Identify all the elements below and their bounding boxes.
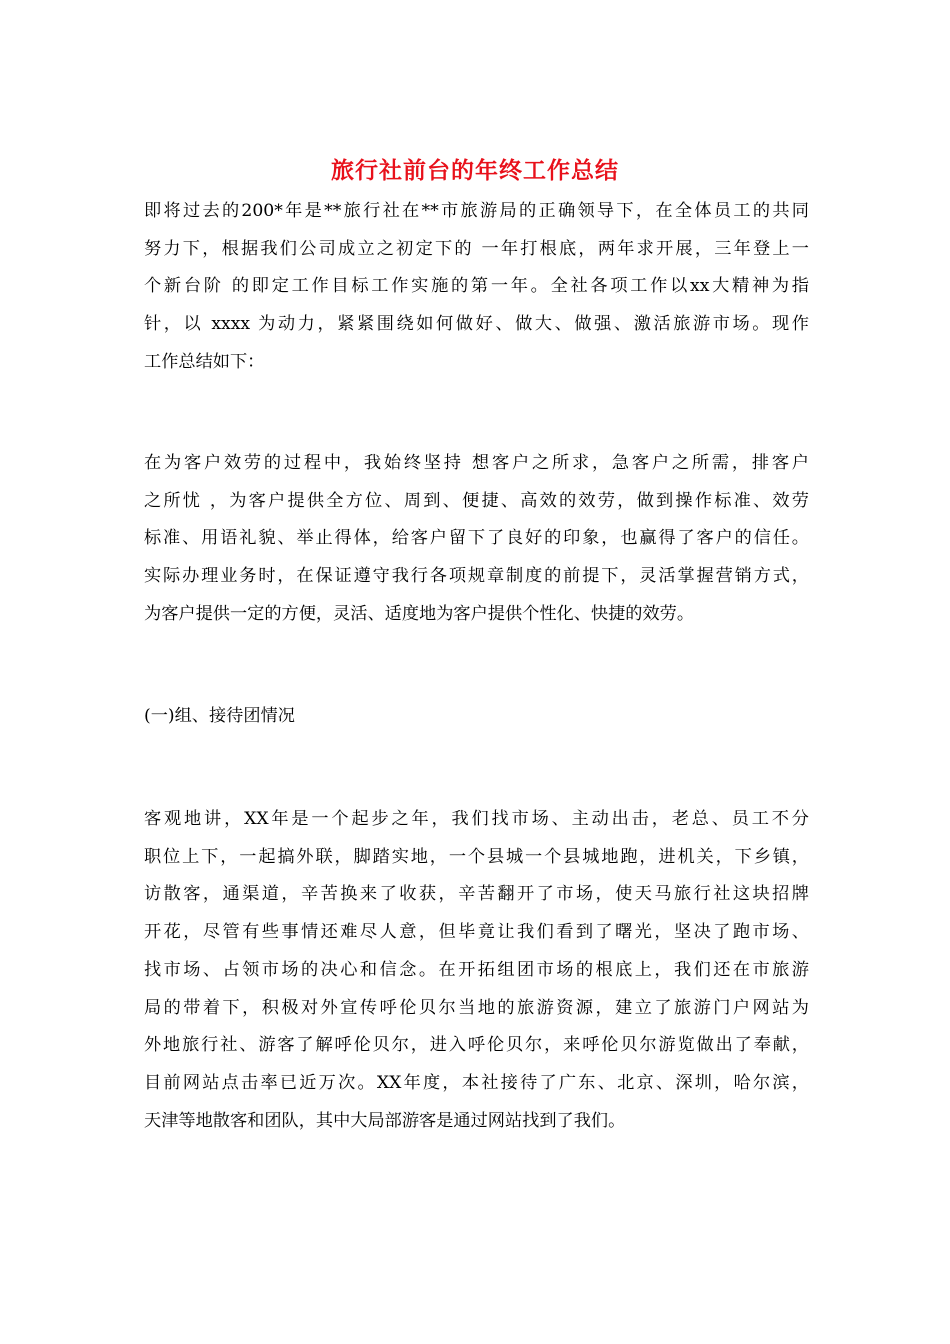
paragraph-service [144,445,809,634]
paragraph-line: 个新台阶 的即定工作目标工作实施的第一年。全社各项工作以xx大精神为指 [144,276,809,297]
paragraph-tour-groups [144,801,809,1140]
paragraph-line: 开花，尽管有些事情还难尽人意，但毕竟让我们看到了曙光，坚决了跑市场、 [144,922,809,943]
section-heading [144,698,809,736]
section-heading-text: (一)组、接待团情况 [144,706,295,726]
paragraph-line: 工作总结如下： [144,351,265,372]
document-title: 旅行社前台的年终工作总结 [331,157,619,184]
paragraph-line: 天津等地散客和团队，其中大局部游客是通过网站找到了我们。 [144,1110,626,1131]
paragraph-line: 找市场、占领市场的决心和信念。在开拓组团市场的根底上，我们还在市旅游 [144,959,809,980]
paragraph-line: 在为客户效劳的过程中，我始终坚持 想客户之所求，急客户之所需，排客户 [144,453,809,473]
paragraph-line: 职位上下，一起搞外联，脚踏实地，一个县城一个县城地跑，进机关，下乡镇， [144,846,809,867]
paragraph-line: 客观地讲，XX年是一个起步之年，我们找市场、主动出击，老总、员工不分 [144,809,809,829]
paragraph-line: 努力下，根据我们公司成立之初定下的 一年打根底，两年求开展，三年登上一 [144,238,809,259]
paragraph-line: 针，以 xxxx 为动力，紧紧围绕如何做好、做大、做强、激活旅游市场。现作 [144,314,809,335]
paragraph-line: 之所忧 ，为客户提供全方位、周到、便捷、高效的效劳，做到操作标准、效劳 [144,490,809,511]
paragraph-line: 即将过去的200*年是**旅行社在**市旅游局的正确领导下，在全体员工的共同 [144,201,809,221]
paragraph-line: 为客户提供一定的方便，灵活、适度地为客户提供个性化、快捷的效劳。 [144,603,695,624]
paragraph-line: 局的带着下，积极对外宣传呼伦贝尔当地的旅游资源，建立了旅游门户网站为 [144,997,809,1018]
paragraph-line: 目前网站点击率已近万次。XX年度，本社接待了广东、北京、深圳，哈尔滨， [144,1072,809,1093]
paragraph-line: 标准、用语礼貌、举止得体，给客户留下了良好的印象，也赢得了客户的信任。 [144,528,809,549]
paragraph-line: 访散客，通渠道，辛苦换来了收获，辛苦翻开了市场，使天马旅行社这块招牌 [144,884,809,905]
paragraph-line: 实际办理业务时，在保证遵守我行各项规章制度的前提下，灵活掌握营销方式， [144,566,809,587]
paragraph-intro [144,193,809,382]
paragraph-line: 外地旅行社、游客了解呼伦贝尔，进入呼伦贝尔，来呼伦贝尔游览做出了奉献， [144,1035,809,1056]
